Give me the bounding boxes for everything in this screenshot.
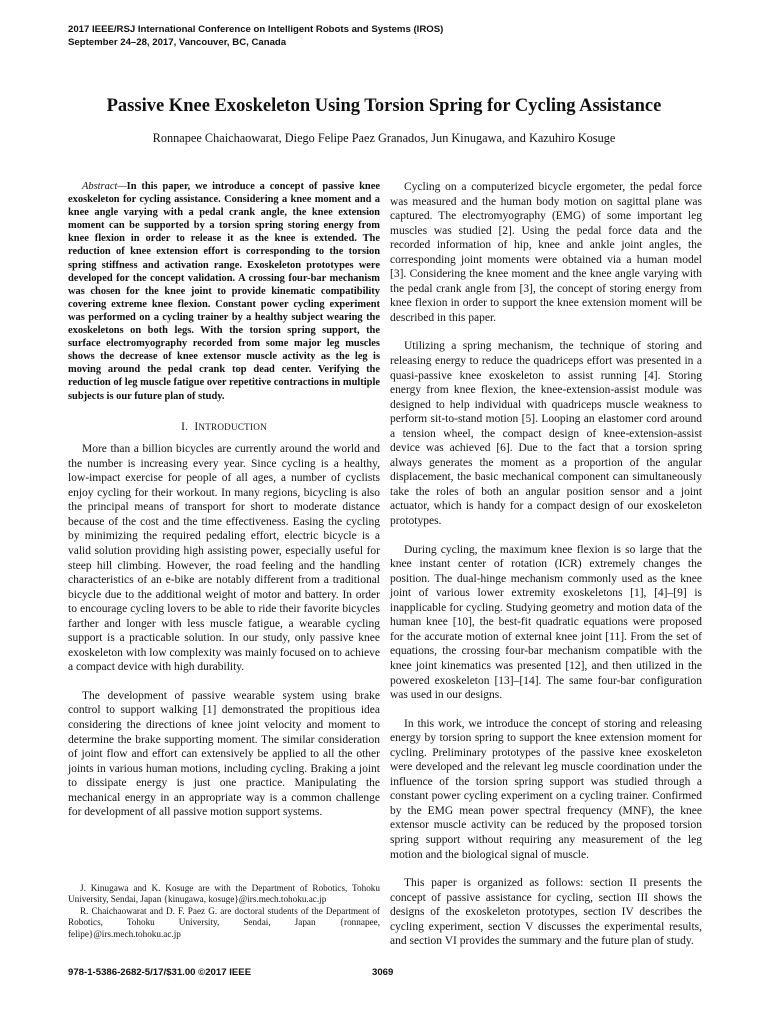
page-number: 3069: [372, 967, 394, 978]
paper-authors: Ronnapee Chaichaowarat, Diego Felipe Paez Granados, Jun Kinugawa, and Kazuhiro Kosuge: [152, 131, 616, 145]
conference-date-location: September 24–28, 2017, Vancouver, BC, Canada: [68, 36, 287, 48]
section-title-rest: NTRODUCTION: [198, 421, 267, 432]
section-number: I.: [181, 420, 189, 433]
section-title-first: I: [194, 420, 199, 433]
right-paragraph-3: During cycling, the maximum knee flexion is so large that the knee instant center of rotation (ICR) extremely changes the position. The dual-hinge mechanism commonly used as the knee joint of various lower extremity exoskeletons [1], [4]–[9] is inapplicable for cycling. Studying geometry and motion data of the human knee [10], the best-fit quadratic equations were proposed for the accurate motion of external knee joint [11]. From the set of equations, the crossing four-bar mechanism compatible with the knee joint kinematics was presented [12], and then utilized in the powered exoskeleton [13]–[14]. The same four-bar configuration was used in our designs.: [390, 543, 702, 702]
abstract-text: In this paper, we introduce a concept of passive knee exoskeleton for cycling assistance. Considering a knee moment and a knee angle varying with a pedal crank angle, the knee extension moment can be supported by a torsion spring storing energy from knee flexion in order to release it as the knee is extended. The reduction of knee extension effort is corresponding to the torsion spring stiffness and activation range. Exoskeleton prototypes were developed for the concept validation. A crossing four-bar mechanism was chosen for the knee joint to provide kinematic compatibility covering extreme knee flexion. Constant power cycling experiment was performed on a cycling trainer by a healthy subject wearing the exoskeletons on both legs. With the torsion spring support, the surface electromyography recorded from some major leg muscles shows the decrease of knee extensor muscle activity as the leg is moving around the pedal crank top dead center. Verifying the reduction of leg muscle fatigue over repetitive contractions in multiple subjects is our future plan of study.: [68, 181, 380, 402]
right-paragraph-5: This paper is organized as follows: section II presents the concept of passive assistance for cycling, section III shows the designs of the exoskeleton prototypes, section IV describes the cycling experiment, section V discusses the experimental results, and section VI provides the summary and the future plan of study.: [390, 877, 702, 948]
left-column: [68, 180, 380, 820]
paper-title: Passive Knee Exoskeleton Using Torsion Spring for Cycling Assistance: [106, 96, 662, 116]
footnote-1: J. Kinugawa and K. Kosuge are with the Department of Robotics, Tohoku University, Sendai, Japan {kinugawa, kosuge}@irs.mech.tohoku.ac.jp: [68, 883, 380, 905]
abstract-lead: Abstract: [82, 181, 118, 192]
abstract-dash: —: [117, 181, 127, 192]
right-paragraph-4: In this work, we introduce the concept of storing and releasing energy by torsion spring to support the knee extension moment for cycling. Preliminary prototypes of the passive knee exoskeleton were developed and the relevant leg muscle coordination under the influence of the torsion spring support was studied through a constant power cycling experiment on a cycling trainer. Confirmed by the EMG mean power spectral frequency (MNF), the knee extensor muscle activity can be reduced by the proposed torsion spring support without requiring any measurement of the leg motion and the biological signal of muscle.: [390, 717, 702, 861]
footnote-2: R. Chaichaowarat and D. F. Paez G. are doctoral students of the Department of Robotics, Tohoku University, Sendai, Japan {ronnapee, felipe}@irs.mech.tohoku.ac.jp: [68, 905, 380, 939]
conference-header: [68, 24, 443, 49]
right-paragraph-1: Cycling on a computerized bicycle ergometer, the pedal force was measured and the human body motion on sagittal plane was captured. The electromyography (EMG) of some important leg muscles was studied [2]. Using the pedal force data and the recorded information of hip, knee and ankle joint angles, the corresponding joint moments were obtained via a human model [3]. Considering the knee moment and the knee angle varying with the pedal crank angle from [3], the concept of storing energy from knee flexion in order to support the knee extension moment will be described in this paper.: [390, 181, 702, 324]
section-heading-introduction: [68, 420, 380, 435]
intro-paragraph-1: More than a billion bicycles are currently around the world and the number is increasing every year. Since cycling is a healthy, low-impact exercise for people of all ages, a number of cyclists enjoy cycling for their workout. In many regions, bicycling is also the principal means of transport for short to moderate distance because of the cost and the time effectiveness. Easing the cycling by minimizing the required pedaling effort, electric bicycle is a valid solution providing high assisting power, especially useful for steep hill climbing. However, the road feeling and the handling characteristics of an e-bike are notably different from a traditional bicycle due to the additional weight of motor and battery. In order to encourage cycling lovers to be able to ride their favorite bicycles farther and longer with less muscle fatigue, a wearable cycling support is a practicable solution. In our study, only passive knee exoskeleton with low complexity was mainly focused on to achieve a compact device with high durability.: [68, 443, 380, 674]
author-footnotes: [68, 883, 380, 940]
conference-name: 2017 IEEE/RSJ International Conference on Intelligent Robots and Systems (IROS): [68, 24, 444, 35]
abstract: [68, 180, 380, 403]
right-paragraph-2: Utilizing a spring mechanism, the technique of storing and releasing energy to reduce the quadriceps effort was presented in a quasi-passive knee exoskeleton to assist running [4]. Storing energy from knee flexion, the knee-extension-assist module was designed to help individual with quadriceps muscle weakness to perform sit-to-stand motion [5]. Looping an elastomer cord around a tension wheel, the compact design of knee-extension-assist device was achieved [6]. Due to the fact that a torsion spring always generates the moment as a proportion of the angular displacement, the basic mechanical component can simultaneously take the roles of both an angular position sensor and a joint actuator, which is handy for a compact design of our exoskeleton prototypes.: [390, 340, 702, 528]
copyright-footer: 978-1-5386-2682-5/17/$31.00 ©2017 IEEE: [68, 967, 252, 978]
right-column: [390, 180, 702, 949]
intro-paragraph-2: The development of passive wearable system using brake control to support walking [1] demonstrated the propitious idea considering the directions of knee joint velocity and moment to determine the brake supporting moment. The similar consideration of joint flow and effort can extensively be applied to all the other joints in various human motions, including cycling. Braking a joint to dissipate energy is just one practice. Manipulating the mechanical energy in an appropriate way is a common challenge for development of all passive motion support systems.: [68, 689, 380, 819]
